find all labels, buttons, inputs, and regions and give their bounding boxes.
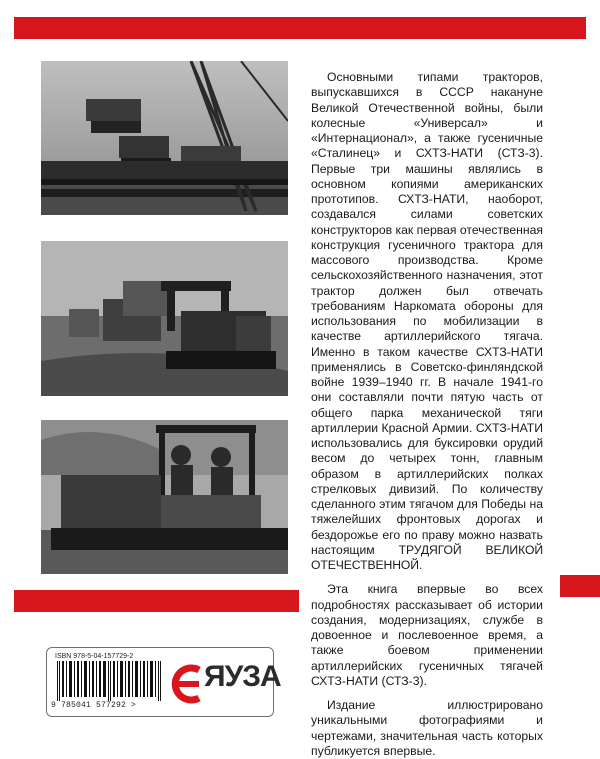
eksmo-e-logo-icon bbox=[169, 662, 207, 706]
paragraph-1 bbox=[311, 70, 543, 573]
left-red-stripe bbox=[14, 590, 299, 612]
barcode-digits: 9 785041 577292 > bbox=[51, 701, 137, 710]
barcode-box bbox=[46, 647, 281, 717]
paragraph-3: Издание иллюстрировано уникальными фотографиями и чертежами, значительная часть которых публикуется впервые. bbox=[311, 698, 543, 758]
paragraph-2: Эта книга впервые во всех подробностях рассказывает об истории создания, модернизациях, службе в довоенное и послевоенное время, а также боевом применении артиллерийских гусеничных тягачей СХТЗ-НАТИ (СТЗ-3). bbox=[311, 582, 543, 688]
top-red-bar bbox=[14, 17, 586, 39]
yauza-logo: ЯУЗА bbox=[204, 660, 281, 693]
tractor-with-drivers-photo bbox=[41, 420, 288, 574]
description-text bbox=[311, 70, 543, 759]
tractor-with-trucks-photo bbox=[41, 241, 288, 396]
barcode-icon bbox=[55, 661, 165, 701]
paragraph-1-text: Основными типами тракторов, выпускавшихся в СССР накануне Великой Отечественной войны, были колесные «Универсал» и «Интернационал», а также гусеничные «Сталинец» и СХТЗ-НАТИ (СТЗ-3). Первые три машины являлись в основном копиями американских прототипов. СХТЗ-НАТИ, наоборот, создавался силами советских конструкторов как первая отечественная конструкция гусеничного трактора для массового производства. Кроме сельскохозяйственного назначения, этот трактор должен был отвечать требованиям Наркомата обороны для использования по мобилизации в качестве артиллерийского тягача. Именно в таком качестве СХТЗ-НАТИ применялись в Советско-финляндской войне 1939–1940 гг. В начале 1941-го они составляли почти пятую часть от общего парка механической тяги артиллерии Красной Армии. СХТЗ-НАТИ использовались для буксировки орудий весом до четырех тонн, главным образом в артиллерийских полках стрелковых дивизий. По количеству сделанного этим тягачом для Победы на тяжелейших фронтовых дорогах и бездорожье его по праву можно назвать настоящим bbox=[311, 70, 543, 557]
isbn-label: ISBN 978-5-04-157729-2 bbox=[55, 653, 134, 660]
right-red-tab bbox=[560, 575, 600, 597]
train-with-tractors-photo bbox=[41, 61, 288, 215]
highlight-title: ТРУДЯГОЙ ВЕЛИКОЙ ОТЕЧЕСТВЕННОЙ. bbox=[311, 542, 543, 572]
